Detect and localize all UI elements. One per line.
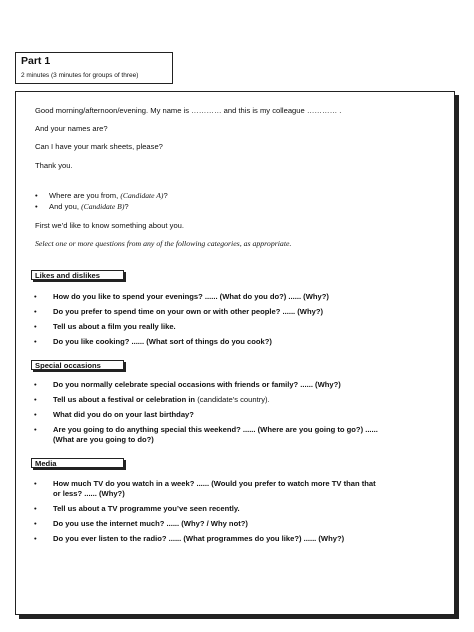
candidate-a: (Candidate A)	[120, 191, 164, 200]
bullet: •	[34, 534, 37, 543]
first-text: First we’d like to know something about you.	[35, 221, 184, 230]
bullet: •	[34, 504, 37, 513]
question-text: How much TV do you watch in a week? ...... (Would you prefer to watch more TV than that	[53, 479, 376, 488]
bullet: •	[34, 380, 37, 389]
question-text: Do you prefer to spend time on your own or with other people? ...... (Why?)	[53, 307, 324, 316]
category-special-occasions: Special occasions	[31, 360, 124, 370]
bullet: •	[34, 307, 37, 316]
question-text: Tell us about a film you really like.	[53, 322, 176, 331]
question-text: What did you do on your last birthday?	[53, 410, 194, 419]
instruction-text: Select one or more questions from any of the following categories, as appropriate.	[35, 239, 292, 248]
question-text: How do you like to spend your evenings? ...... (What do you do?) ...... (Why?)	[53, 292, 329, 301]
part-header-box	[15, 52, 173, 84]
question-text: Tell us about a festival or celebration in	[53, 395, 196, 404]
bullet: •	[35, 202, 38, 211]
question-mark: ?	[124, 202, 129, 211]
candidate-b: (Candidate B)	[81, 202, 125, 211]
part-title: Part 1	[21, 55, 51, 67]
bullet: •	[34, 337, 37, 346]
question-text: Do you ever listen to the radio? ...... (What programmes do you like?) ...... (Why?)	[53, 534, 345, 543]
names-question: And your names are?	[35, 124, 108, 133]
bullet: •	[34, 395, 37, 404]
bullet: •	[34, 292, 37, 301]
question-text: Do you normally celebrate special occasions with friends or family? ...... (Why?)	[53, 380, 341, 389]
greeting-text: Good morning/afternoon/evening. My name is ………… and this is my colleague ………… .	[35, 106, 342, 115]
and-you-text: And you,	[49, 202, 79, 211]
bullet: •	[34, 322, 37, 331]
bullet: •	[34, 425, 37, 434]
question-text: Tell us about a TV programme you’ve seen recently.	[53, 504, 240, 513]
mark-sheets-request: Can I have your mark sheets, please?	[35, 142, 163, 151]
question-mark: ?	[163, 191, 168, 200]
script-frame	[15, 91, 455, 615]
category-likes-dislikes: Likes and dislikes	[31, 270, 124, 280]
country-note: (candidate’s country).	[197, 395, 270, 404]
bullet: •	[35, 191, 38, 200]
question-text-continued: (What are you going to do?)	[53, 434, 154, 444]
part-subtitle: 2 minutes (3 minutes for groups of three)	[21, 72, 139, 79]
question-text-continued: or less? ...... (Why?)	[53, 488, 125, 498]
bullet: •	[34, 479, 37, 488]
thanks-text: Thank you.	[35, 161, 73, 170]
category-media: Media	[31, 458, 124, 468]
bullet: •	[34, 519, 37, 528]
question-text: Are you going to do anything special this weekend? ...... (Where are you going to go?) ......	[53, 425, 378, 434]
question-text: Do you like cooking? ...... (What sort of things do you cook?)	[53, 337, 272, 346]
bullet: •	[34, 410, 37, 419]
question-text: Do you use the internet much? ...... (Why? / Why not?)	[53, 519, 248, 528]
where-from-text: Where are you from,	[49, 191, 119, 200]
